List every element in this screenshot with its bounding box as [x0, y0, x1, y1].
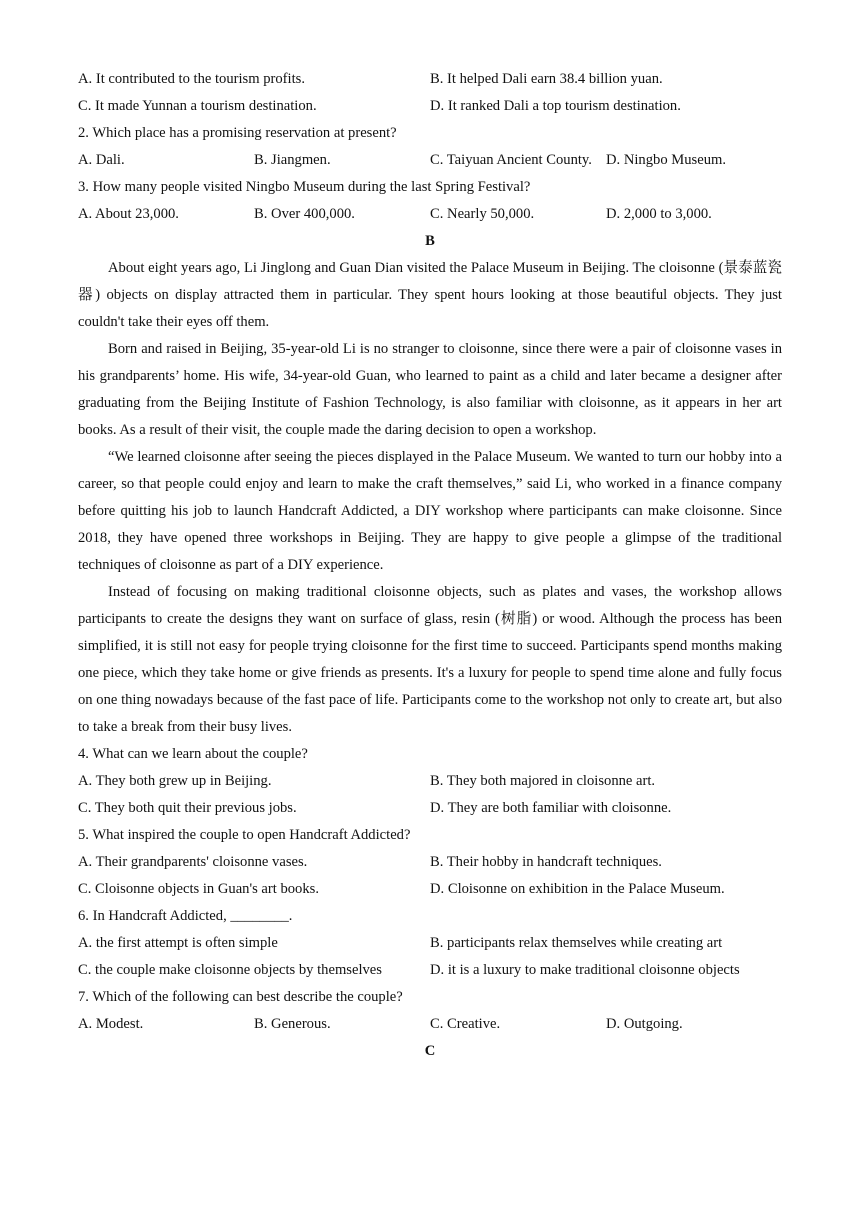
q4-option-b: B. They both majored in cloisonne art.: [430, 773, 656, 789]
exam-page: [78, 66, 782, 1065]
q2-question: 2. Which place has a promising reservation at present?: [78, 125, 397, 141]
q6-options-row-2: [78, 957, 782, 984]
q3-question: 3. How many people visited Ningbo Museum during the last Spring Festival?: [78, 179, 531, 195]
q7-option-d: D. Outgoing.: [606, 1016, 683, 1032]
q4-options-row-1: [78, 768, 782, 795]
section-c-heading: C: [424, 1043, 436, 1059]
q2-option-c: C. Taiyuan Ancient County.: [430, 152, 592, 168]
q7-question: 7. Which of the following can best describe the couple?: [78, 989, 403, 1005]
q5-option-c: C. Cloisonne objects in Guan's art books.: [78, 881, 319, 897]
section-b-heading: B: [425, 233, 435, 249]
q4-option-a: A. They both grew up in Beijing.: [78, 773, 272, 789]
q4-question: 4. What can we learn about the couple?: [78, 746, 308, 762]
q1-option-a: A. It contributed to the tourism profits.: [78, 71, 305, 87]
q5-option-d: D. Cloisonne on exhibition in the Palace Museum.: [430, 881, 725, 897]
q1-option-d: D. It ranked Dali a top tourism destination.: [430, 98, 681, 114]
q6-option-d: D. it is a luxury to make traditional cloisonne objects: [430, 962, 740, 978]
passage-b-paragraph-4: Instead of focusing on making traditional cloisonne objects, such as plates and vases, the workshop allows participants to create the designs they want on surface of glass, resin (树脂) or wood. Although the process has been simplified, it is still not easy for people trying cloisonne for the first time to succeed. Participants spend months making one piece, which they take home or give friends as presents. It's a luxury for people to spend time alone and fully focus on one thing nowadays because of the fast pace of life. Participants come to the workshop not only to create art, but also to take a break from their busy lives.: [78, 584, 782, 735]
q7-option-c: C. Creative.: [430, 1016, 501, 1032]
q4-option-d: D. They are both familiar with cloisonne.: [430, 800, 672, 816]
q4-option-c: C. They both quit their previous jobs.: [78, 800, 297, 816]
q6-option-c: C. the couple make cloisonne objects by themselves: [78, 962, 382, 978]
q5-options-row-1: [78, 849, 782, 876]
q5-question: 5. What inspired the couple to open Handcraft Addicted?: [78, 827, 411, 843]
q6-options-row-1: [78, 930, 782, 957]
q1-option-b: B. It helped Dali earn 38.4 billion yuan.: [430, 71, 663, 87]
q3-option-d: D. 2,000 to 3,000.: [606, 206, 712, 222]
q1-options-row-1: [78, 66, 782, 93]
q2-option-a: A. Dali.: [78, 152, 125, 168]
q5-option-b: B. Their hobby in handcraft techniques.: [430, 854, 662, 870]
q6-question: 6. In Handcraft Addicted, ________.: [78, 908, 293, 924]
q7-option-a: A. Modest.: [78, 1016, 144, 1032]
q2-option-d: D. Ningbo Museum.: [606, 152, 726, 168]
q3-option-b: B. Over 400,000.: [254, 206, 355, 222]
q5-options-row-2: [78, 876, 782, 903]
q7-options: [78, 1011, 782, 1038]
q5-option-a: A. Their grandparents' cloisonne vases.: [78, 854, 308, 870]
q1-options-row-2: [78, 93, 782, 120]
passage-b-paragraph-3: “We learned cloisonne after seeing the pieces displayed in the Palace Museum. We wanted to turn our hobby into a career, so that people could enjoy and learn to make the craft themselves,” said Li, who worked in a finance company before quitting his job to launch Handcraft Addicted, a DIY workshop where participants can make cloisonne. Since 2018, they have opened three workshops in Beijing. They are happy to give people a glimpse of the traditional techniques of cloisonne as part of a DIY experience.: [78, 449, 782, 573]
q3-option-c: C. Nearly 50,000.: [430, 206, 535, 222]
q3-option-a: A. About 23,000.: [78, 206, 179, 222]
q6-option-b: B. participants relax themselves while creating art: [430, 935, 723, 951]
q2-options: [78, 147, 782, 174]
q3-options: [78, 201, 782, 228]
passage-b-paragraph-2: Born and raised in Beijing, 35-year-old Li is no stranger to cloisonne, since there were a pair of cloisonne vases in his grandparents’ home. His wife, 34-year-old Guan, who learned to paint as a child and later became a designer after graduating from the Beijing Institute of Fashion Technology, is also familiar with cloisonne, as it appears in her art books. As a result of their visit, the couple made the daring decision to open a workshop.: [78, 341, 782, 438]
q7-option-b: B. Generous.: [254, 1016, 331, 1032]
q4-options-row-2: [78, 795, 782, 822]
passage-b-paragraph-1: About eight years ago, Li Jinglong and Guan Dian visited the Palace Museum in Beijing. The cloisonne (景泰蓝瓷器) objects on display attracted them in particular. They spent hours looking at those beautiful objects. They just couldn't take their eyes off them.: [78, 260, 782, 330]
q6-option-a: A. the first attempt is often simple: [78, 935, 278, 951]
q2-option-b: B. Jiangmen.: [254, 152, 331, 168]
q1-option-c: C. It made Yunnan a tourism destination.: [78, 98, 317, 114]
